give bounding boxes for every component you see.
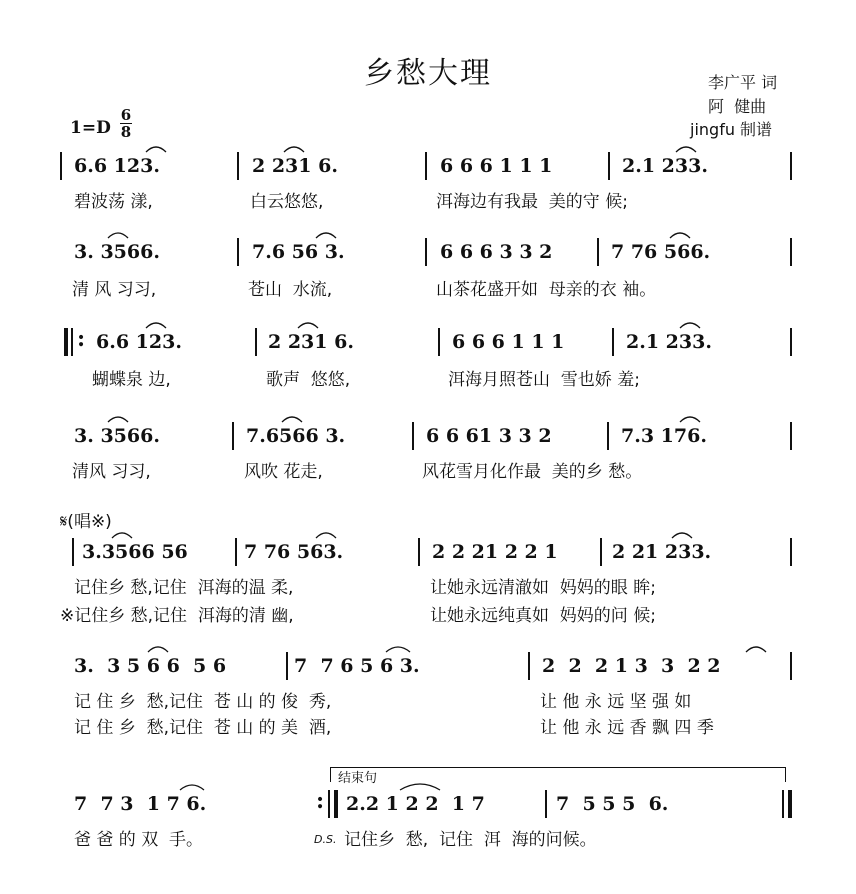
lyrics-s2-c: 山茶花盛开如 母亲的衣 袖。	[436, 280, 657, 300]
lyrics-s5-verse2-a: ※记住乡 愁,记住 洱海的清 幽,	[60, 606, 294, 626]
notes-s2-m3: 6 6 6 3 3 2	[440, 241, 553, 263]
barline	[790, 652, 792, 680]
lyrics-s5-verse2-b: 让她永远纯真如 妈妈的问 候;	[430, 606, 656, 626]
barline	[255, 328, 257, 356]
lyrics-s4-c: 风花雪月化作最 美的乡 愁。	[422, 462, 643, 482]
barline	[545, 790, 547, 818]
notes-s3-m2: 2 231 6.	[268, 331, 354, 353]
barline	[597, 238, 599, 266]
slur	[680, 323, 700, 328]
ds-marker: D.S.	[314, 833, 337, 846]
notes-s6-m1: 3. 3 5 6 6 5 6	[74, 655, 227, 677]
slur	[146, 323, 166, 328]
lyrics-s7-a: 爸 爸 的 双 手。	[74, 830, 204, 850]
slur	[316, 233, 336, 238]
notes-s5-m2: 7 76 563.	[244, 541, 344, 563]
barline	[790, 538, 792, 566]
slur	[284, 147, 304, 152]
notes-s6-m2: 7 7 6 5 6 3.	[294, 655, 420, 677]
slur	[746, 647, 766, 652]
lyrics-s1-a: 碧波荡 漾,	[74, 192, 153, 212]
slur	[676, 147, 696, 152]
slur	[148, 647, 168, 652]
slur	[298, 323, 318, 328]
lyrics-s4-b: 风吹 花走,	[244, 462, 323, 482]
notes-s4-m3: 6 6 61 3 3 2	[426, 425, 552, 447]
barline	[607, 422, 609, 450]
barline	[425, 238, 427, 266]
notes-s5-m1: 3.3566 56	[82, 541, 188, 563]
notes-s6-m3: 2 2 2 1 3 3 2 2	[542, 655, 721, 677]
repeat-start-thick	[64, 328, 68, 356]
barline	[235, 538, 237, 566]
composer-credit: 阿 健曲	[708, 97, 767, 116]
engraver-credit: jingfu 制谱	[690, 120, 773, 139]
barline	[237, 152, 239, 180]
ending-label: 结束句	[338, 771, 378, 786]
notes-s2-m2: 7.6 56 3.	[252, 241, 345, 263]
time-signature-top: 6	[120, 106, 132, 124]
final-bar-thin	[782, 790, 784, 818]
barline	[600, 538, 602, 566]
slur	[400, 784, 440, 790]
barline	[790, 238, 792, 266]
repeat-end-thick	[334, 790, 338, 818]
lyrics-s5-a: 记住乡 愁,记住 洱海的温 柔,	[74, 578, 294, 598]
notes-s1-m2: 2 231 6.	[252, 155, 338, 177]
time-signature-bottom: 8	[120, 123, 132, 141]
barline	[425, 152, 427, 180]
notes-s1-m3: 6 6 6 1 1 1	[440, 155, 553, 177]
barline	[612, 328, 614, 356]
repeat-start-thin	[71, 328, 73, 356]
lyrics-s6-verse2-b: 让 他 永 远 香 飘 四 季	[540, 718, 714, 738]
slur	[108, 417, 128, 422]
notes-s7-m3: 7 5 5 5 6.	[556, 793, 669, 815]
barline	[790, 422, 792, 450]
lyrics-s2-b: 苍山 水流,	[248, 280, 333, 300]
notes-s3-m1: 6.6 123.	[96, 331, 182, 353]
barline	[72, 538, 74, 566]
ending-bracket	[330, 767, 786, 782]
barline	[608, 152, 610, 180]
notes-s3-m4: 2.1 233.	[626, 331, 712, 353]
notes-s7-m1: 7 7 3 1 7 6.	[74, 793, 207, 815]
barline	[790, 328, 792, 356]
barline	[438, 328, 440, 356]
repeat-dots: :	[77, 326, 86, 352]
slur	[680, 417, 700, 422]
barline	[60, 152, 62, 180]
lyrics-s5-b: 让她永远清澈如 妈妈的眼 眸;	[430, 578, 656, 598]
lyrics-s4-a: 清风 习习,	[72, 462, 151, 482]
barline	[232, 422, 234, 450]
slur	[386, 647, 410, 652]
slur	[670, 233, 690, 238]
notes-s3-m3: 6 6 6 1 1 1	[452, 331, 565, 353]
lyrics-s3-b: 歌声 悠悠,	[266, 370, 351, 390]
slur	[316, 533, 336, 538]
repeat-end-thin	[328, 790, 330, 818]
lyrics-s3-c: 洱海月照苍山 雪也娇 羞;	[448, 370, 640, 390]
key-signature: 1=D	[70, 118, 111, 138]
slur	[146, 147, 166, 152]
notes-s1-m1: 6.6 123.	[74, 155, 160, 177]
notes-s4-m2: 7.6566 3.	[246, 425, 346, 447]
notes-s4-m4: 7.3 176.	[621, 425, 707, 447]
barline	[418, 538, 420, 566]
lyrics-s6-a: 记 住 乡 愁,记住 苍 山 的 俊 秀,	[74, 692, 332, 712]
segno-marker: 𝄋(唱※)	[60, 512, 112, 532]
lyrics-s2-a: 清 风 习习,	[72, 280, 157, 300]
barline	[790, 152, 792, 180]
notes-s7-m2: 2.2 1 2 2 1 7	[346, 793, 485, 815]
slur	[180, 785, 204, 790]
notes-s5-m3: 2 2 21 2 2 1	[432, 541, 558, 563]
song-title: 乡愁大理	[364, 56, 492, 91]
lyrics-s7-b: 记住乡 愁, 记住 洱 海的问候。	[344, 830, 597, 850]
final-bar-thick	[788, 790, 792, 818]
barline	[237, 238, 239, 266]
time-signature	[120, 108, 132, 139]
repeat-end-dots: :	[316, 788, 325, 814]
notes-s4-m1: 3. 3566.	[74, 425, 160, 447]
slur	[672, 533, 692, 538]
notes-s2-m4: 7 76 566.	[611, 241, 711, 263]
lyrics-s1-c: 洱海边有我最 美的守 候;	[436, 192, 628, 212]
lyricist-credit: 李广平 词	[708, 73, 778, 92]
slur	[112, 533, 132, 538]
lyrics-s3-a: 蝴蝶泉 边,	[92, 370, 171, 390]
notes-s1-m4: 2.1 233.	[622, 155, 708, 177]
barline	[412, 422, 414, 450]
notes-s5-m4: 2 21 233.	[612, 541, 712, 563]
lyrics-s1-b: 白云悠悠,	[250, 192, 324, 212]
barline	[286, 652, 288, 680]
slur	[108, 233, 128, 238]
lyrics-s6-b: 让 他 永 远 坚 强 如	[540, 692, 692, 712]
lyrics-s6-verse2-a: 记 住 乡 愁,记住 苍 山 的 美 酒,	[74, 718, 332, 738]
notes-s2-m1: 3. 3566.	[74, 241, 160, 263]
barline	[528, 652, 530, 680]
slur	[282, 417, 302, 422]
